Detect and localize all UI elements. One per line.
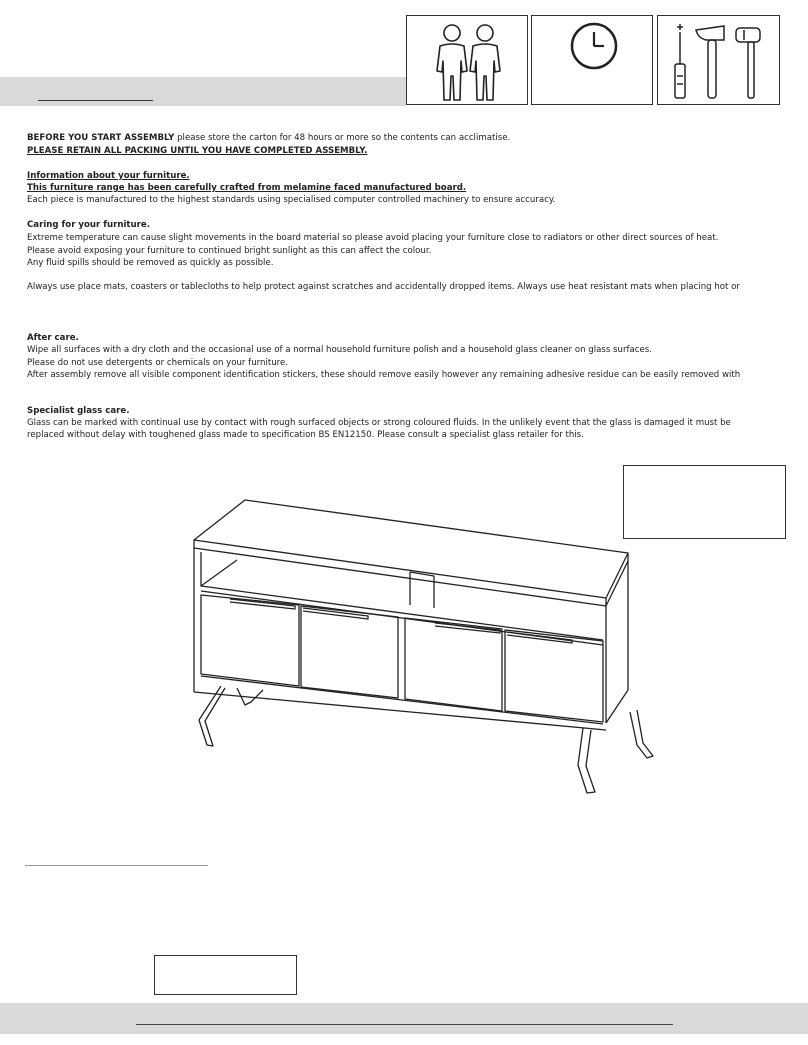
glass-heading: Specialist glass care. bbox=[27, 406, 130, 416]
tools-icon bbox=[658, 16, 781, 106]
blue-divider-line bbox=[25, 865, 208, 866]
caring-line-2: Please avoid exposing your furniture to continued bright sunlight as this can affect the colour. bbox=[27, 246, 432, 256]
footer-line bbox=[136, 1024, 673, 1025]
info-line-2: Each piece is manufactured to the highest standards using specialised computer controlled machinery to ensure accuracy. bbox=[27, 195, 556, 205]
two-people-icon-box bbox=[406, 15, 528, 105]
aftercare-line-1: Wipe all surfaces with a dry cloth and the occasional use of a normal household furniture polish and a household glass cleaner on glass surfaces. bbox=[27, 345, 653, 355]
header-underline bbox=[38, 100, 153, 101]
caring-line-1: Extreme temperature can cause slight movements in the board material so please avoid placing your furniture close to radiators or other direct sources of heat. bbox=[27, 233, 719, 243]
header-bar bbox=[0, 77, 406, 106]
clock-icon-box bbox=[531, 15, 653, 105]
caring-heading: Caring for your furniture. bbox=[27, 220, 150, 230]
empty-footer-box bbox=[154, 955, 297, 995]
info-heading: Information about your furniture. bbox=[27, 171, 190, 181]
caring-line-3: Any fluid spills should be removed as quickly as possible. bbox=[27, 258, 274, 268]
tools-icon-box bbox=[657, 15, 780, 105]
caring-line-4: Always use place mats, coasters or tablecloths to help protect against scratches and accidentally dropped items. Always use heat resistant mats when placing hot or bbox=[27, 282, 740, 292]
footer-bar bbox=[0, 1003, 808, 1034]
retain-packing-notice: PLEASE RETAIN ALL PACKING UNTIL YOU HAVE COMPLETED ASSEMBLY. bbox=[27, 146, 368, 156]
before-assembly-bold: BEFORE YOU START ASSEMBLY bbox=[27, 133, 175, 143]
intro-line bbox=[27, 132, 510, 145]
aftercare-heading: After care. bbox=[27, 333, 79, 343]
two-people-icon bbox=[407, 16, 529, 106]
glass-line-1: Glass can be marked with continual use by contact with rough surfaced objects or strong coloured fluids. In the unlikely event that the glass is damaged it must be bbox=[27, 418, 731, 428]
before-assembly-text: please store the carton for 48 hours or more so the contents can acclimatise. bbox=[174, 133, 511, 143]
tv-unit-drawing bbox=[185, 490, 665, 800]
clock-icon bbox=[532, 16, 654, 106]
glass-line-2: replaced without delay with toughened glass made to specification BS EN12150. Please consult a specialist glass retailer for this. bbox=[27, 430, 584, 440]
aftercare-line-3: After assembly remove all visible component identification stickers, these should remove easily however any remaining adhesive residue can be easily removed with bbox=[27, 370, 741, 380]
aftercare-line-2: Please do not use detergents or chemicals on your furniture. bbox=[27, 358, 289, 368]
info-line-1: This furniture range has been carefully crafted from melamine faced manufactured board. bbox=[27, 183, 467, 193]
